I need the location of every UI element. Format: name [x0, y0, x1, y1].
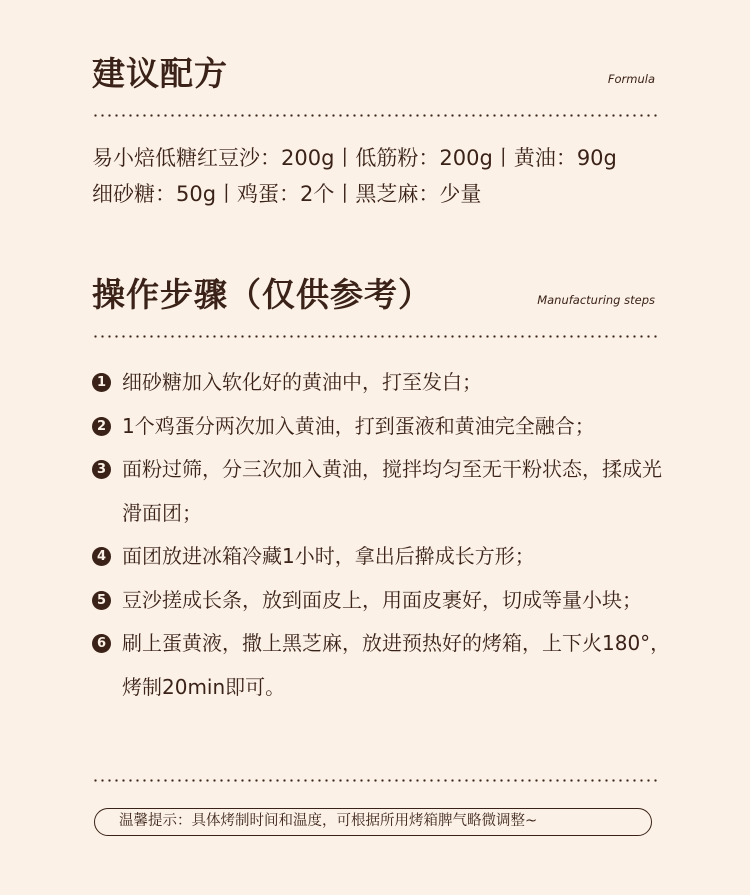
steps-subtitle: Manufacturing steps [537, 293, 655, 307]
step-text: 面团放进冰箱冷藏1小时，拿出后擀成长方形； [122, 544, 535, 568]
formula-line: 细砂糖：50g丨鸡蛋：2个丨黑芝麻：少量 [92, 182, 482, 206]
formula-title: 建议配方 [92, 54, 228, 93]
step-number-badge: 3 [92, 460, 111, 479]
steps-list [92, 361, 672, 709]
step-item [92, 361, 672, 405]
footer-divider [92, 779, 658, 782]
step-text: 刷上蛋黄液，撒上黑芝麻，放进预热好的烤箱，上下火180°，烤制20min即可。 [122, 631, 671, 699]
step-item [92, 405, 672, 449]
step-number-badge: 6 [92, 634, 111, 653]
step-text: 豆沙搓成长条，放到面皮上，用面皮裹好，切成等量小块； [122, 587, 642, 612]
formula-subtitle: Formula [607, 72, 655, 86]
step-item [92, 579, 672, 623]
formula-divider [92, 114, 658, 117]
step-number-badge: 2 [92, 417, 111, 436]
step-number-badge: 5 [92, 591, 111, 610]
step-item [92, 535, 672, 579]
step-text: 面粉过筛，分三次加入黄油，搅拌均匀至无干粉状态，揉成光滑面团； [122, 457, 662, 525]
step-number-badge: 1 [92, 373, 111, 392]
step-item [92, 622, 672, 709]
formula-ingredients [92, 140, 672, 212]
step-item [92, 448, 672, 535]
step-text: 1个鸡蛋分两次加入黄油，打到蛋液和黄油完全融合； [122, 413, 595, 438]
formula-line: 易小焙低糖红豆沙：200g丨低筋粉：200g丨黄油：90g [92, 146, 617, 170]
step-text: 细砂糖加入软化好的黄油中，打至发白； [122, 370, 482, 394]
step-number-badge: 4 [92, 547, 111, 566]
steps-divider [92, 335, 658, 338]
tip-banner: 温馨提示：具体烤制时间和温度，可根据所用烤箱脾气略微调整~ [94, 808, 652, 836]
steps-title: 操作步骤（仅供参考） [92, 275, 432, 314]
